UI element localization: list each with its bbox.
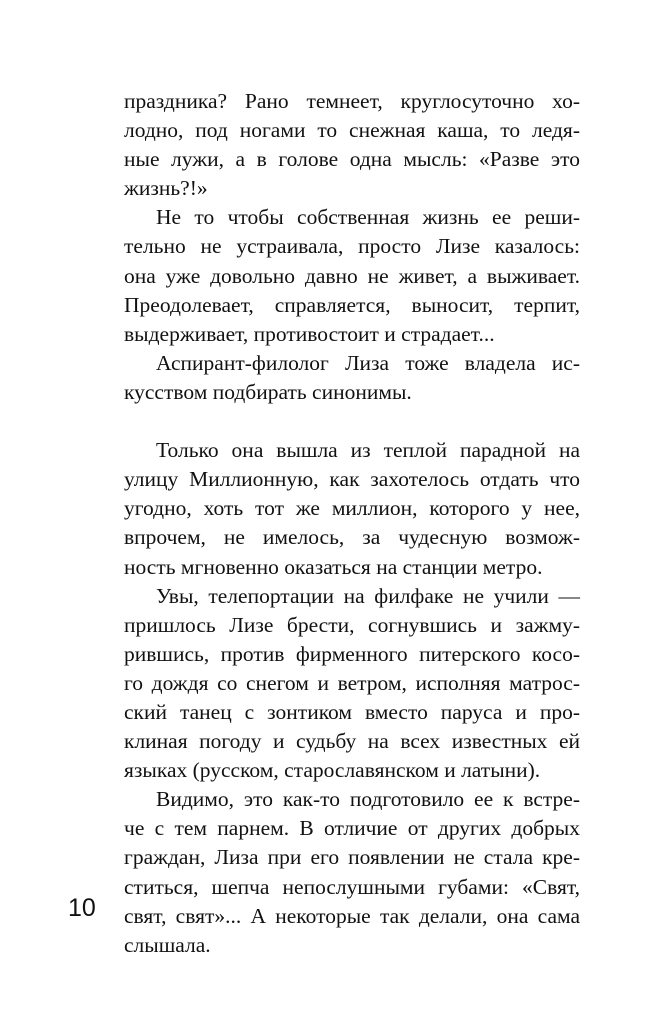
text-line: Увы, телепортации на филфаке не учили — (156, 583, 580, 608)
text-line: праздника? Рано темнеет, круглосуточно хо- (124, 89, 580, 113)
text-line: тельно не устраивала, просто Лизе казалось: (124, 234, 580, 259)
text-line: че с тем парнем. В отличие от других добрых (124, 816, 580, 841)
text-line: Не то чтобы собственная жизнь ее реши- (156, 205, 580, 230)
text-line: угодно, хоть тот же миллион, которого у нее, (124, 496, 580, 521)
text-line: слышала. (124, 932, 211, 957)
paragraph (124, 349, 580, 407)
text-line: ститься, шепча непослушными губами: «Свят, (124, 874, 580, 899)
text-line: пришлось Лизе брести, согнувшись и зажму- (124, 612, 580, 637)
text-line: улицу Миллионную, как захотелось отдать что (124, 467, 580, 492)
text-line: Видимо, это как-то подготовило ее к встре- (156, 787, 580, 812)
text-line: она уже довольно давно не живет, а выживает. (124, 263, 580, 288)
text-line: Аспирант-филолог Лиза тоже владела ис- (156, 350, 580, 375)
paragraph (124, 203, 580, 348)
text-line: выдерживает, противостоит и страдает... (124, 321, 495, 346)
text-line: свят, свят»... А некоторые так делали, она сама (124, 903, 580, 928)
text-line: ные лужи, а в голове одна мысль: «Разве это (124, 147, 580, 172)
text-line: кусством подбирать синонимы. (124, 379, 412, 404)
text-line: рившись, против фирменного питерского косо- (124, 641, 580, 666)
text-line: Преодолевает, справляется, выносит, терпит, (124, 292, 580, 317)
body-text (124, 87, 580, 960)
text-line: языках (русском, старославянском и латыни). (124, 758, 541, 783)
text-line: граждан, Лиза при его появлении не стала кре- (124, 845, 580, 870)
text-line: ский танец с зонтиком вместо паруса и про- (124, 699, 580, 724)
section-break (124, 407, 580, 436)
paragraph (124, 436, 580, 581)
paragraph (124, 582, 580, 786)
text-line: ность мгновенно оказаться на станции метро. (124, 554, 543, 579)
page-number: 10 (68, 894, 96, 922)
text-line: го дождя со снегом и ветром, исполняя матрос- (124, 670, 580, 695)
paragraph (124, 785, 580, 960)
text-line: лодно, под ногами то снежная каша, то ледя- (124, 118, 580, 143)
text-line: Только она вышла из теплой парадной на (156, 438, 580, 463)
text-line: жизнь?!» (124, 176, 208, 201)
text-line: впрочем, не имелось, за чудесную возмож- (124, 525, 580, 550)
paragraph (124, 87, 580, 203)
text-line: клиная погоду и судьбу на всех известных ей (124, 729, 580, 754)
